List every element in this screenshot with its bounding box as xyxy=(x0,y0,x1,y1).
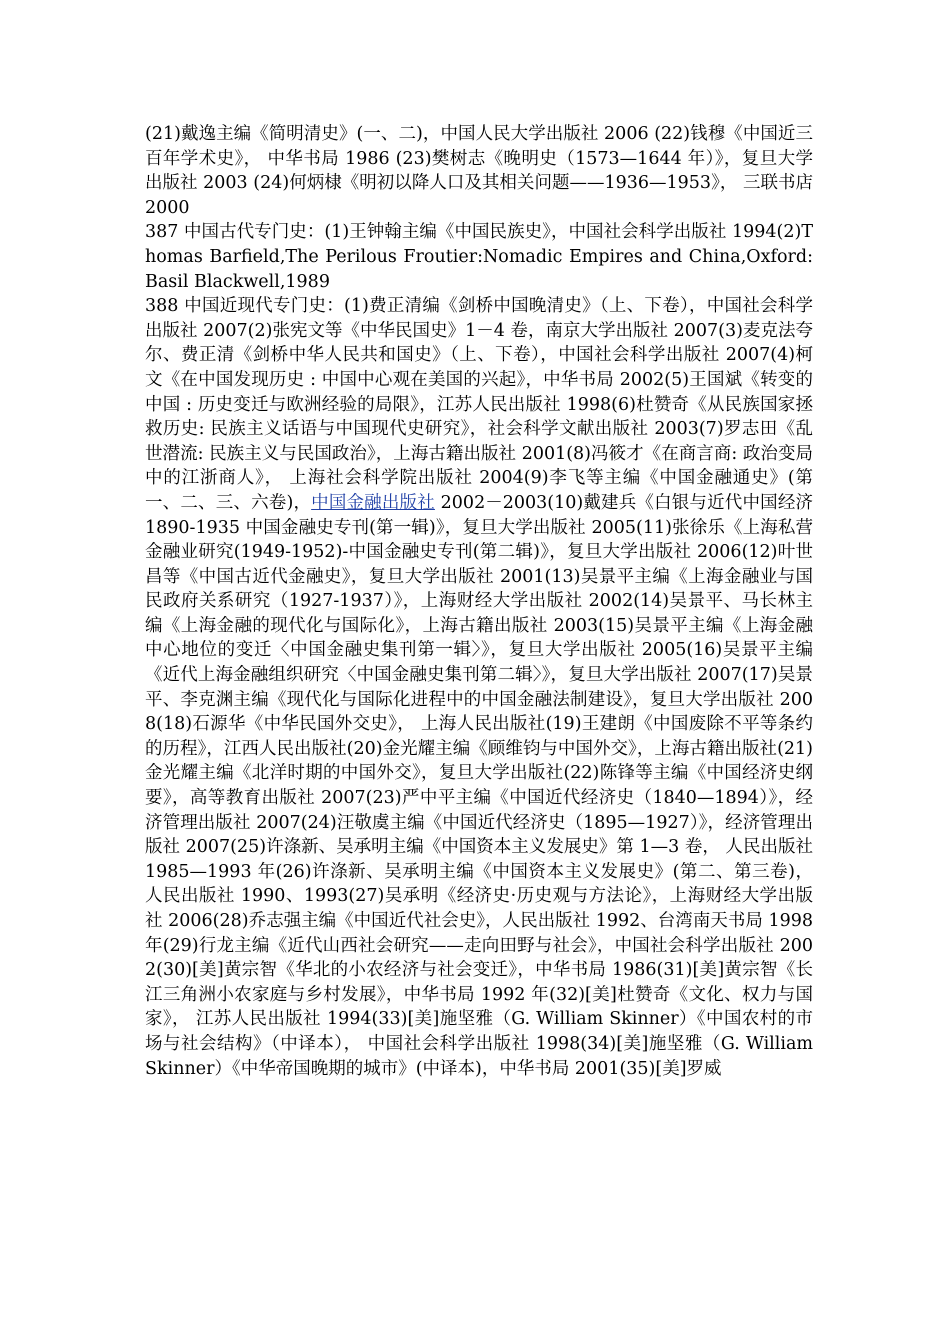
china-finance-press-link[interactable]: 中国金融出版社 xyxy=(311,492,435,513)
paragraph-388-text-rest: 2002－2003(10)戴建兵《白银与近代中国经济 1890-1935 中国金融史专刊(第一辑)》，复旦大学出版社 2005(11)张徐乐《上海私营金融业研究(1949-1952)-中国金融史专刊(第二辑)》，复旦大学出版社 2006(12)叶世昌等《中国古近代金融史》，复旦大学出版社 2001(13)吴景平主编《上海金融业与国民政府关系研究（1927-1937）》，上海财经大学出版社 2002(14)吴景平、马长林主编《上海金融的现代化与国际化》，上海古籍出版社 2003(15)吴景平主编《上海金融中心地位的变迁〈中国金融史集刊第一辑〉》，复旦大学出版社 2005(16)吴景平主编《近代上海金融组织研究〈中国金融史集刊第二辑〉》，复旦大学出版社 2007(17)吴景平、李克渊主编《现代化与国际化进程中的中国金融法制建设》，复旦大学出版社 2008(18)石源华《中华民国外交史》， 上海人民出版社(19)王建朗《中国废除不平等条约的历程》，江西人民出版社(20)金光耀主编《顾维钧与中国外交》，上海古籍出版社(21)金光耀主编《北洋时期的中国外交》，复旦大学出版社(22)陈锋等主编《中国经济史纲要》，高等教育出版社 2007(23)严中平主编《中国近代经济史（1840—1894）》，经济管理出版社 2007(24)汪敬虞主编《中国近代经济史（1895—1927）》，经济管理出版社 2007(25)许涤新、吴承明主编《中国资本主义发展史》第 1—3 卷， 人民出版社 1985—1993 年(26)许涤新、吴承明主编《中国资本主义发展史》(第二、第三卷)，人民出版社 1990、1993(27)吴承明《经济史·历史观与方法论》，上海财经大学出版社 2006(28)乔志强主编《中国近代社会史》，人民出版社 1992、台湾南天书局 1998 年(29)行龙主编《近代山西社会研究——走向田野与社会》，中国社会科学出版社 2002(30)[美]黄宗智《华北的小农经济与社会变迁》，中华书局 1986(31)[美]黄宗智《长江三角洲小农家庭与乡村发展》，中华书局 1992 年(32)[美]杜赞奇《文化、权力与国家》， 江苏人民出版社 1994(33)[美]施坚雅（G. William Skinner）《中国农村的市场与社会结构》（中译本）， 中国社会科学出版社 1998(34)[美]施坚雅（G. William Skinner）《中华帝国晚期的城市》(中译本)，中华书局 2001(35)[美]罗威 xyxy=(145,492,814,1079)
paragraph-388-text-start: 388 中国近现代专门史：(1)费正清编《剑桥中国晚清史》（上、下卷），中国社会科学出版社 2007(2)张宪文等《中华民国史》1－4 卷，南京大学出版社 2007(3)麦克法夸尔、费正清《剑桥中华人民共和国史》（上、下卷），中国社会科学出版社 2007(4)柯文《在中国发现历史 : 中国中心观在美国的兴起》，中华书局 2002(5)王国斌《转变的中国 : 历史变迁与欧洲经验的局限》，江苏人民出版社 1998(6)杜赞奇《从民族国家拯救历史: 民族主义话语与中国现代史研究》，社会科学文献出版社 2003(7)罗志田《乱世潜流: 民族主义与民国政治》，上海古籍出版社 2001(8)冯筱才《在商言商: 政治变局中的江浙商人》， 上海社会科学院出版社 2004(9)李飞等主编《中国金融通史》(第一、二、三、六卷)， xyxy=(145,296,813,513)
paragraph-388-modern-special-history xyxy=(145,294,813,1081)
paragraph-387-ancient-special-history: 387 中国古代专门史：(1)王钟翰主编《中国民族史》，中国社会科学出版社 1994(2)Thomas Barfield,The Perilous Froutier:Nomadic Empires and China,Oxford:Basil Blackwell,1989 xyxy=(145,222,813,292)
document-text xyxy=(145,122,813,1081)
paragraph-qing-ming-history: (21)戴逸主编《简明清史》(一、二)，中国人民大学出版社 2006 (22)钱穆《中国近三百年学术史》， 中华书局 1986 (23)樊树志《晚明史（1573—1644 年）》，复旦大学出版社 2003 (24)何炳棣《明初以降人口及其相关问题——1936—1953》， 三联书店 2000 xyxy=(145,124,813,218)
